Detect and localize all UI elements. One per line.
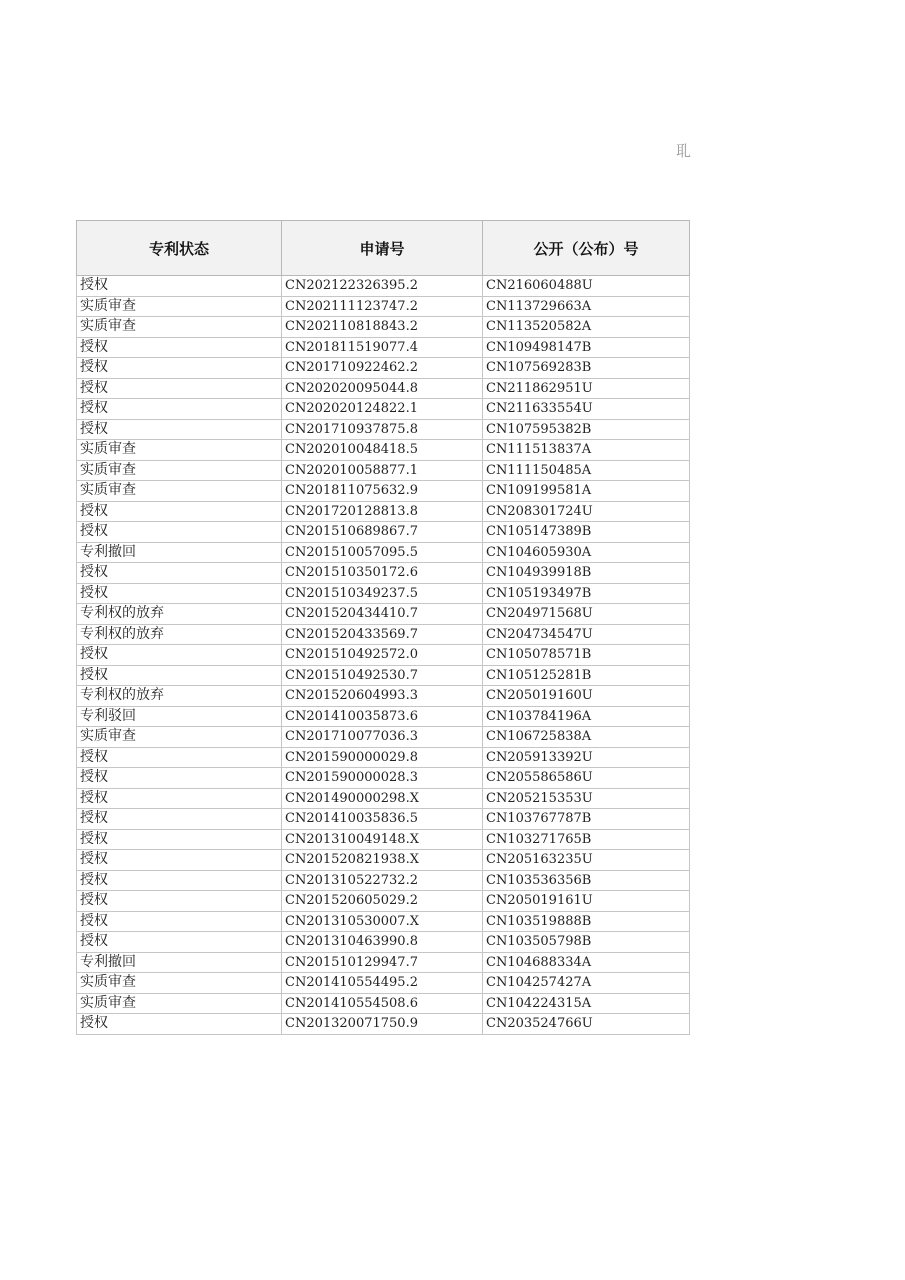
patent-status-cell: 授权	[77, 768, 282, 789]
table-row	[77, 829, 690, 850]
table-row	[77, 850, 690, 871]
application-number-cell: CN202010048418.5	[282, 440, 483, 461]
application-number-cell: CN201510492572.0	[282, 645, 483, 666]
publication-number-cell: CN205019161U	[483, 891, 690, 912]
patent-status-cell: 专利撤回	[77, 952, 282, 973]
patent-status-cell: 授权	[77, 276, 282, 297]
table-header	[77, 221, 690, 276]
table-row	[77, 706, 690, 727]
application-number-cell: CN201710922462.2	[282, 358, 483, 379]
table-row	[77, 337, 690, 358]
table-row	[77, 788, 690, 809]
application-number-cell: CN201310463990.8	[282, 932, 483, 953]
table-row	[77, 973, 690, 994]
application-number-cell: CN202020124822.1	[282, 399, 483, 420]
publication-number-cell: CN216060488U	[483, 276, 690, 297]
header-application-number: 申请号	[282, 221, 483, 276]
table-row	[77, 747, 690, 768]
patent-status-cell: 授权	[77, 870, 282, 891]
patent-status-cell: 授权	[77, 399, 282, 420]
application-number-cell: CN201490000298.X	[282, 788, 483, 809]
patent-status-cell: 实质审查	[77, 727, 282, 748]
header-row	[77, 221, 690, 276]
application-number-cell: CN201710937875.8	[282, 419, 483, 440]
application-number-cell: CN201510057095.5	[282, 542, 483, 563]
table-row	[77, 645, 690, 666]
publication-number-cell: CN105147389B	[483, 522, 690, 543]
patent-status-cell: 授权	[77, 932, 282, 953]
patent-status-cell: 授权	[77, 501, 282, 522]
table-row	[77, 563, 690, 584]
publication-number-cell: CN204971568U	[483, 604, 690, 625]
patent-status-cell: 授权	[77, 747, 282, 768]
table-row	[77, 604, 690, 625]
table-row	[77, 686, 690, 707]
patent-status-cell: 授权	[77, 522, 282, 543]
publication-number-cell: CN111150485A	[483, 460, 690, 481]
table-row	[77, 1014, 690, 1035]
publication-number-cell: CN208301724U	[483, 501, 690, 522]
table-row	[77, 993, 690, 1014]
publication-number-cell: CN103767787B	[483, 809, 690, 830]
patent-status-cell: 授权	[77, 850, 282, 871]
table-row	[77, 460, 690, 481]
patent-status-cell: 实质审查	[77, 973, 282, 994]
publication-number-cell: CN211633554U	[483, 399, 690, 420]
application-number-cell: CN201310530007.X	[282, 911, 483, 932]
publication-number-cell: CN205163235U	[483, 850, 690, 871]
patent-status-cell: 授权	[77, 583, 282, 604]
table-row	[77, 624, 690, 645]
table-row	[77, 399, 690, 420]
patent-status-cell: 授权	[77, 358, 282, 379]
table-row	[77, 501, 690, 522]
publication-number-cell: CN105125281B	[483, 665, 690, 686]
application-number-cell: CN201590000028.3	[282, 768, 483, 789]
table-row	[77, 358, 690, 379]
application-number-cell: CN201310522732.2	[282, 870, 483, 891]
application-number-cell: CN201410035836.5	[282, 809, 483, 830]
publication-number-cell: CN113520582A	[483, 317, 690, 338]
patent-status-cell: 授权	[77, 1014, 282, 1035]
table-row	[77, 891, 690, 912]
application-number-cell: CN201520605029.2	[282, 891, 483, 912]
publication-number-cell: CN104605930A	[483, 542, 690, 563]
patent-status-cell: 授权	[77, 788, 282, 809]
publication-number-cell: CN103505798B	[483, 932, 690, 953]
patent-status-cell: 实质审查	[77, 993, 282, 1014]
application-number-cell: CN201811075632.9	[282, 481, 483, 502]
publication-number-cell: CN205019160U	[483, 686, 690, 707]
header-publication-number: 公开（公布）号	[483, 221, 690, 276]
patent-status-cell: 授权	[77, 829, 282, 850]
application-number-cell: CN201510129947.7	[282, 952, 483, 973]
application-number-cell: CN201410554508.6	[282, 993, 483, 1014]
publication-number-cell: CN211862951U	[483, 378, 690, 399]
application-number-cell: CN201510689867.7	[282, 522, 483, 543]
publication-number-cell: CN107569283B	[483, 358, 690, 379]
publication-number-cell: CN205586586U	[483, 768, 690, 789]
patent-table	[76, 220, 690, 1035]
publication-number-cell: CN103536356B	[483, 870, 690, 891]
application-number-cell: CN201510492530.7	[282, 665, 483, 686]
publication-number-cell: CN104224315A	[483, 993, 690, 1014]
publication-number-cell: CN106725838A	[483, 727, 690, 748]
application-number-cell: CN202110818843.2	[282, 317, 483, 338]
application-number-cell: CN201590000029.8	[282, 747, 483, 768]
patent-status-cell: 实质审查	[77, 440, 282, 461]
application-number-cell: CN202111123747.2	[282, 296, 483, 317]
patent-status-cell: 专利权的放弃	[77, 686, 282, 707]
application-number-cell: CN201520821938.X	[282, 850, 483, 871]
patent-status-cell: 授权	[77, 809, 282, 830]
publication-number-cell: CN109498147B	[483, 337, 690, 358]
application-number-cell: CN201510350172.6	[282, 563, 483, 584]
publication-number-cell: CN109199581A	[483, 481, 690, 502]
application-number-cell: CN202010058877.1	[282, 460, 483, 481]
patent-status-cell: 实质审查	[77, 317, 282, 338]
application-number-cell: CN201320071750.9	[282, 1014, 483, 1035]
table-row	[77, 911, 690, 932]
table-row	[77, 440, 690, 461]
publication-number-cell: CN103519888B	[483, 911, 690, 932]
table-row	[77, 419, 690, 440]
table-row	[77, 296, 690, 317]
patent-status-cell: 实质审查	[77, 296, 282, 317]
application-number-cell: CN201520604993.3	[282, 686, 483, 707]
table-row	[77, 932, 690, 953]
application-number-cell: CN201811519077.4	[282, 337, 483, 358]
page-mark: 耴	[676, 142, 692, 160]
publication-number-cell: CN205913392U	[483, 747, 690, 768]
application-number-cell: CN201720128813.8	[282, 501, 483, 522]
table-row	[77, 952, 690, 973]
publication-number-cell: CN203524766U	[483, 1014, 690, 1035]
table-row	[77, 276, 690, 297]
table-row	[77, 481, 690, 502]
table-row	[77, 768, 690, 789]
application-number-cell: CN202122326395.2	[282, 276, 483, 297]
patent-status-cell: 授权	[77, 911, 282, 932]
application-number-cell: CN201520433569.7	[282, 624, 483, 645]
table-row	[77, 583, 690, 604]
table-row	[77, 522, 690, 543]
application-number-cell: CN201510349237.5	[282, 583, 483, 604]
table-row	[77, 378, 690, 399]
table-row	[77, 317, 690, 338]
patent-status-cell: 授权	[77, 419, 282, 440]
patent-status-cell: 授权	[77, 645, 282, 666]
publication-number-cell: CN113729663A	[483, 296, 690, 317]
application-number-cell: CN202020095044.8	[282, 378, 483, 399]
patent-status-cell: 授权	[77, 563, 282, 584]
patent-status-cell: 实质审查	[77, 481, 282, 502]
application-number-cell: CN201520434410.7	[282, 604, 483, 625]
publication-number-cell: CN104688334A	[483, 952, 690, 973]
application-number-cell: CN201710077036.3	[282, 727, 483, 748]
publication-number-cell: CN205215353U	[483, 788, 690, 809]
patent-status-cell: 授权	[77, 891, 282, 912]
header-patent-status: 专利状态	[77, 221, 282, 276]
patent-status-cell: 专利撤回	[77, 542, 282, 563]
publication-number-cell: CN104257427A	[483, 973, 690, 994]
table-row	[77, 809, 690, 830]
patent-status-cell: 专利权的放弃	[77, 604, 282, 625]
application-number-cell: CN201310049148.X	[282, 829, 483, 850]
application-number-cell: CN201410554495.2	[282, 973, 483, 994]
patent-status-cell: 授权	[77, 378, 282, 399]
patent-status-cell: 授权	[77, 665, 282, 686]
table-row	[77, 727, 690, 748]
publication-number-cell: CN111513837A	[483, 440, 690, 461]
publication-number-cell: CN104939918B	[483, 563, 690, 584]
patent-status-cell: 专利驳回	[77, 706, 282, 727]
publication-number-cell: CN103271765B	[483, 829, 690, 850]
publication-number-cell: CN105193497B	[483, 583, 690, 604]
table-body	[77, 276, 690, 1035]
table-row	[77, 542, 690, 563]
publication-number-cell: CN204734547U	[483, 624, 690, 645]
publication-number-cell: CN103784196A	[483, 706, 690, 727]
publication-number-cell: CN107595382B	[483, 419, 690, 440]
table-row	[77, 665, 690, 686]
patent-status-cell: 专利权的放弃	[77, 624, 282, 645]
patent-status-cell: 授权	[77, 337, 282, 358]
publication-number-cell: CN105078571B	[483, 645, 690, 666]
patent-status-cell: 实质审查	[77, 460, 282, 481]
application-number-cell: CN201410035873.6	[282, 706, 483, 727]
table-row	[77, 870, 690, 891]
